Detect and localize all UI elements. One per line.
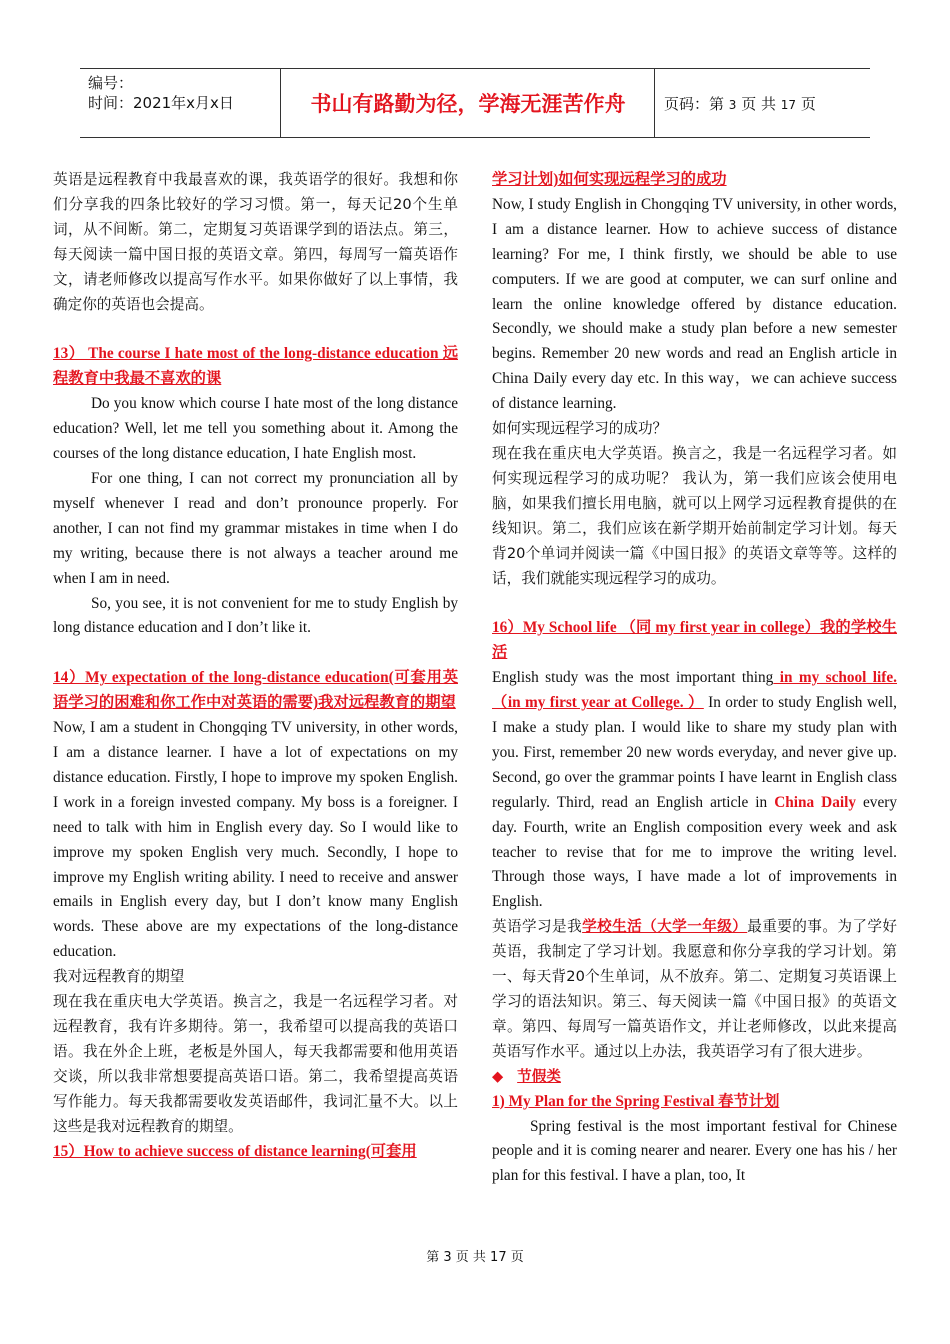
paragraph-13-2: For one thing, I can not correct my pronunciation all by myself whenever I read and don’t pronounce properly. For another, I can not find my grammar mistakes in time when I do my writing, because there is not always a teacher around me when I am in need. [53,469,458,587]
paragraph-16-english: English study was the most important thing in my school life. （in my first year at College. ） In order to study English well, I make a study plan. I would like to share my study plan with you. First, remember 20 new words everyday, and never give up. Second, go over the grammar points I have learnt in English class regularly. Third, read an English article in China Daily every day. Fourth, write an English composition every week and ask teacher to revise that for me to improve the writing level. Through those ways, I have made a lot of improvements in English. [492,669,897,911]
header-divider-right [654,69,655,137]
header-meta [88,73,234,113]
right-column [492,168,897,1189]
code-label: 编号： [88,74,134,92]
diamond-bullet-icon: ◆ [492,1067,504,1085]
heading-15-part1: 15）How to achieve success of distance learning(可套用 [53,1142,417,1160]
section-holiday [492,1065,897,1090]
heading-16: 16）My School life （同 my first year in college）我的学校生活 [492,619,897,662]
paragraph-15-chinese: 现在我在重庆电大学英语。换言之，我是一名远程学习者。如何实现远程学习的成功呢？ 我认为，第一我们应该会使用电脑，如果我们擅长用电脑，就可以上网学习远程教育提供的在线知识。第二，我们应该在新学期开始前制定学习计划。每天背20个单词并阅读一篇《中国日报》的英语文章等等。这样的话，我们就能实现远程学习的成功。 [492,444,897,587]
paragraph-spring-plan: Spring festival is the most important festival for Chinese people and it is coming nearer and nearer. Every one has his / her plan for this festival. I have a plan, too, It [492,1117,897,1185]
paragraph-13-3: So, you see, it is not convenient for me to study English by long distance education and I don’t like it. [53,594,458,637]
paragraph-14-english: Now, I am a student in Chongqing TV university, in other words, I am a distance learner. I have a lot of expectations on my distance education. Firstly, I hope to improve my spoken English. I work in a foreign invested company. My boss is a foreigner. I need to talk with him in English every day. So I would like to improve my spoken English very much. Secondly, I hope to improve my English writing ability. I need to receive and answer emails in English every day, but I don’t know many English words. These above are my expectations of the long-distance education. [53,719,458,961]
heading-13: 13） The course I hate most of the long-distance education 远程教育中我最不喜欢的课 [53,345,458,388]
header-divider-left [280,69,281,137]
school-life-highlight: in my school life. （in my first year at College. ） [492,669,897,712]
left-column [53,168,458,1164]
section-holiday-label: 节假类 [517,1067,561,1085]
paragraph-15-english: Now, I study English in Chongqing TV university, in other words, I am a distance learner. How to achieve success of distance learning? For me, I think firstly, we should be able to use computers. If we are good at computer, we can surf online and learn the online knowledge offered by distance education. Secondly, we should make a study plan before a new semester begins. Remember 20 new words and read an English article in China Daily every day etc. In this way，we can achieve success of distance learning. [492,195,897,413]
heading-spring-plan: 1) My Plan for the Spring Festival 春节计划 [492,1092,780,1110]
paragraph-15-title-chinese: 如何实现远程学习的成功？ [492,420,668,438]
time-label: 时间：2021年x月x日 [88,94,234,112]
paragraph-14-title-chinese: 我对远程教育的期望 [53,968,185,986]
heading-15-part2: 学习计划)如何实现远程学习的成功 [492,171,727,188]
paragraph-14-chinese: 现在我在重庆电大学英语。换言之，我是一名远程学习者。对远程教育，我有许多期待。第一，我希望可以提高我的英语口语。我在外企上班，老板是外国人，每天我都需要和他用英语交谈，所以我非常想要提高英语口语。第二，我希望提高英语写作能力。每天我都需要收发英语邮件，我词汇量不大。以上这些是我对远程教育的期望。 [53,993,458,1135]
paragraph-12-chinese: 英语是远程教育中我最喜欢的课，我英语学的很好。我想和你们分享我的四条比较好的学习习惯。第一，每天记20个生单词，从不间断。第二，定期复习英语课学到的语法点。第三，每天阅读一篇中国日报的英语文章。第四，每周写一篇英语作文，请老师修改以提高写作水平。如果你做好了以上事情，我确定你的英语也会提高。 [53,171,458,313]
china-daily-highlight: China Daily [774,793,857,811]
page-header [80,68,870,138]
paragraph-16-chinese: 英语学习是我学校生活（大学一年级）最重要的事。为了学好英语，我制定了学习计划。我愿意和你分享我的学习计划。第一、每天背20个生单词，从不放弃。第二、定期复习英语课上学习的语法知识。第三、每天阅读一篇《中国日报》的英语文章。第四、每周写一篇英语作文，并让老师修改，以此来提高英语写作水平。通过以上办法，我英语学习有了很大进步。 [492,918,897,1060]
header-page-number: 页码：第 3 页 共 17 页 [664,95,816,113]
header-motto: 书山有路勤为径，学海无涯苦作舟 [310,92,626,116]
paragraph-13-1: Do you know which course I hate most of the long distance education? Well, let me tell you something about it. Among the courses of the long distance education, I hate English most. [53,395,458,463]
heading-14: 14）My expectation of the long-distance education(可套用英语学习的困难和你工作中对英语的需要)我对远程教育的期望 [53,669,458,712]
page-footer: 第 3 页 共 17 页 [426,1250,524,1265]
school-life-zh-highlight: 学校生活（大学一年级） [582,918,748,936]
